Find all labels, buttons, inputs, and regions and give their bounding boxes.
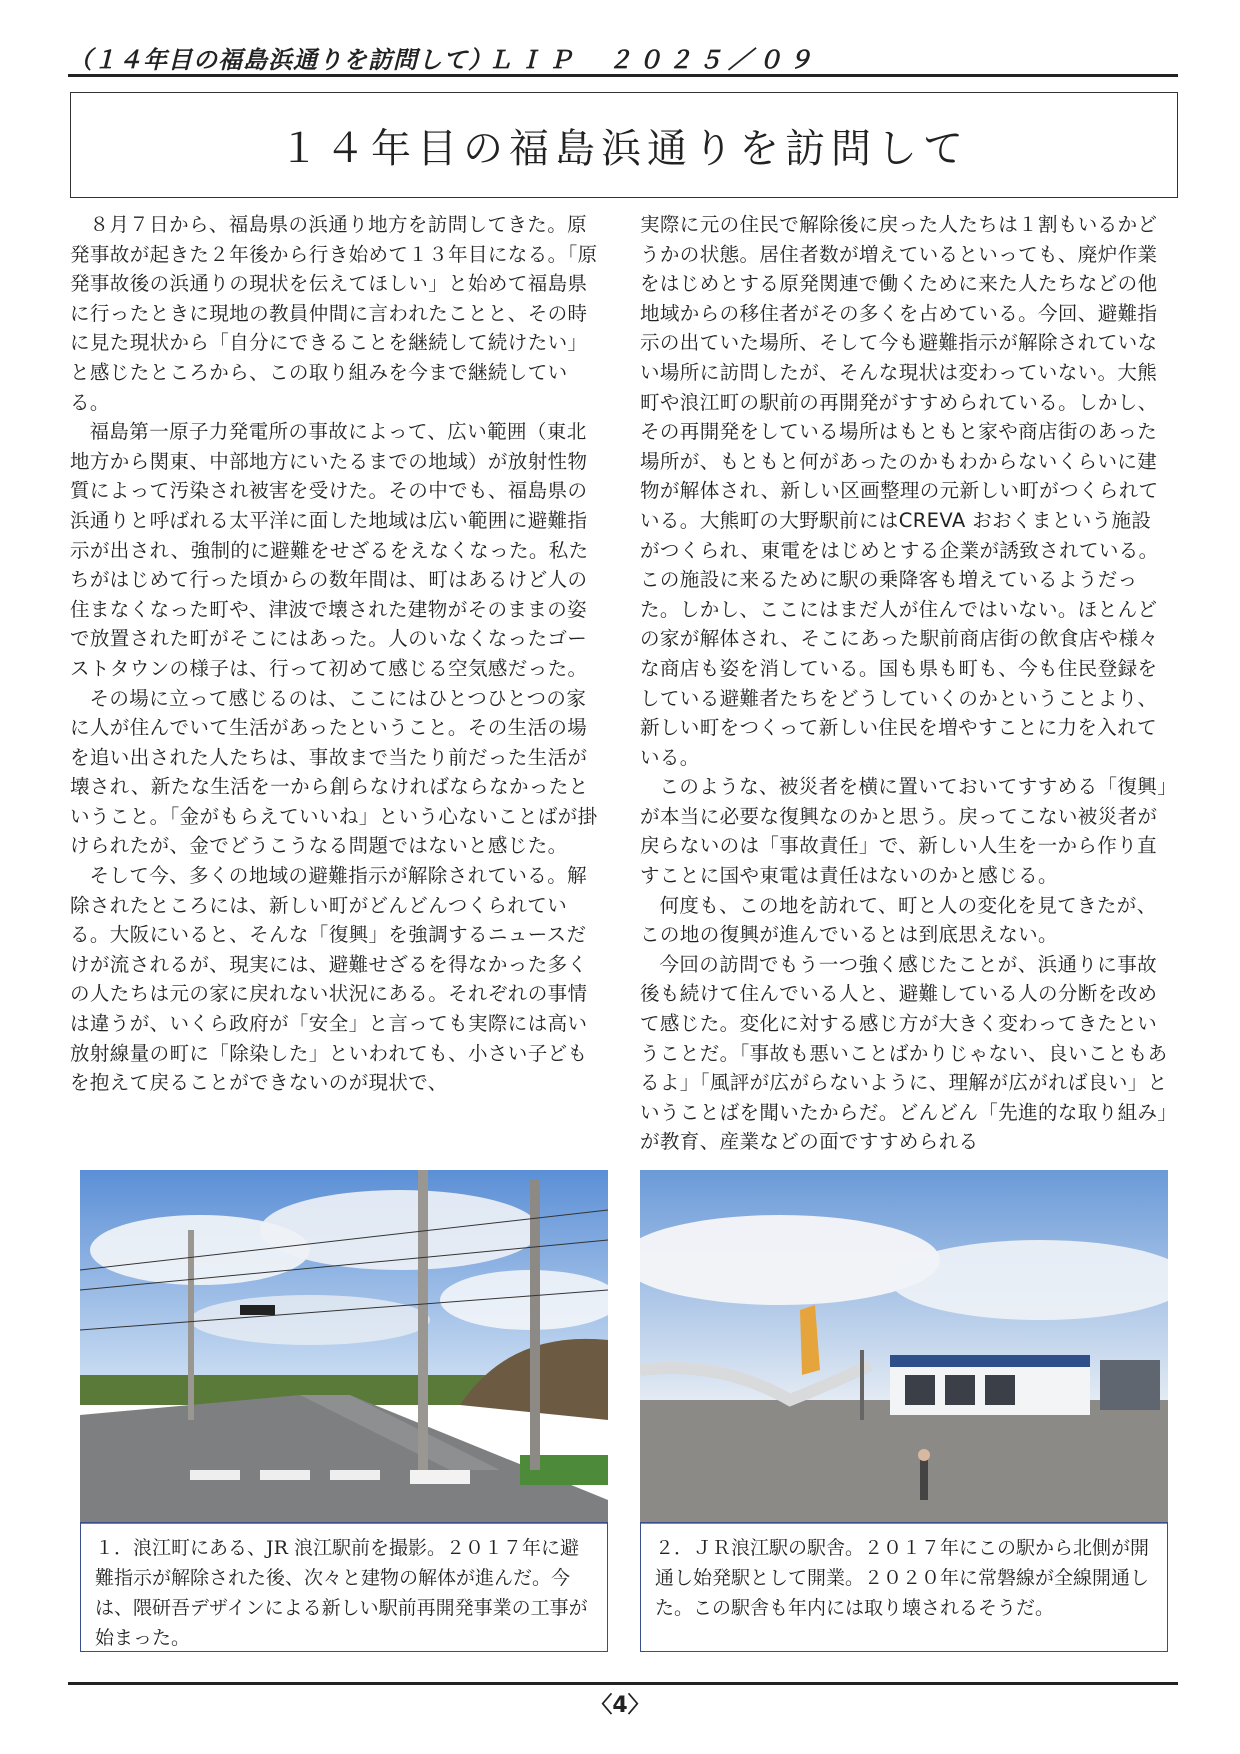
article-title-box — [70, 92, 1178, 198]
paragraph: 何度も、この地を訪れて、町と人の変化を見てきたが、この地の復興が進んでいるとは到底思えない。 — [640, 893, 1157, 947]
photo-namie-station-front — [80, 1170, 608, 1524]
header-rule — [68, 74, 1178, 77]
photo-caption-2: ２．ＪＲ浪江駅の駅舎。２０１７年にこの駅から北側が開通し始発駅として開業。２０２０年に常磐線が全線開通した。この駅舎も年内には取り壊されるそうだ。 — [640, 1522, 1168, 1652]
paragraph: 今回の訪問でもう一つ強く感じたことが、浜通りに事故後も続けて住んでいる人と、避難している人の分断を改めて感じた。変化に対する感じ方が大きく変わってきたということだ。「事故も悪いことばかりじゃない、良いこともあるよ」「風評が広がらないように、理解が広がれば良い」ということばを聞いたからだ。どんどん「先進的な取り組み」が教育、産業などの面ですすめられる — [640, 952, 1168, 1154]
article-title: １４年目の福島浜通りを訪問して — [279, 126, 969, 172]
photo-caption-1: １．浪江町にある、JR 浪江駅前を撮影。２０１７年に避難指示が解除された後、次々と建物の解体が進んだ。今は、隈研吾デザインによる新しい駅前再開発事業の工事が始まった。 — [80, 1522, 608, 1652]
photo-namie-station-building — [640, 1170, 1168, 1524]
header-publication: ＬＩＰ ２０２５／０９ — [488, 46, 818, 74]
header-title: （１４年目の福島浜通りを訪問して） — [68, 46, 493, 74]
page-number: 〈4〉 — [590, 1693, 650, 1718]
paragraph: そして今、多くの地域の避難指示が解除されている。解除されたところには、新しい町がどんどんつくられている。大阪にいると、そんな「復興」を強調するニュースだけが流されるが、現実には、避難せざるを得なかった多くの人たちは元の家に戻れない状況にある。それぞれの事情は違うが、いくら政府が「安全」と言っても実際には高い放射線量の町に「除染した」といわれても、小さい子どもを抱えて戻ることができないのが現状で、 — [70, 864, 588, 1095]
right-column — [640, 210, 1170, 1157]
photo-street-illustration — [80, 1170, 608, 1524]
paragraph: ８月７日から、福島県の浜通り地方を訪問してきた。原発事故が起きた２年後から行き始めて１３年目になる。「原発事故後の浜通りの現状を伝えてほしい」と始めて福島県に行ったときに現地の教員仲間に言われたことと、その時に見た現状から「自分にできることを継続して続けたい」と感じたところから、この取り組みを今まで継続している。 — [70, 213, 598, 414]
paragraph: 福島第一原子力発電所の事故によって、広い範囲（東北地方から関東、中部地方にいたるまでの地域）が放射性物質によって汚染され被害を受けた。その中でも、福島県の浜通りと呼ばれる太平洋に面した地域は広い範囲に避難指示が出され、強制的に避難をせざるをえなくなった。私たちがはじめて行った頃からの数年間は、町はあるけど人の住まなくなった町や、津波で壊された建物がそのままの姿で放置された町がそこにはあった。人のいなくなったゴーストタウンの様子は、行って初めて感じる空気感だった。 — [70, 420, 589, 680]
paragraph: このような、被災者を横に置いておいてすすめる「復興」が本当に必要な復興なのかと思う。戻ってこない被災者が戻らないのは「事故責任」で、新しい人生を一から作り直すことに国や東電は責任はないのかと感じる。 — [640, 775, 1168, 888]
paragraph: 実際に元の住民で解除後に戻った人たちは１割もいるかどうかの状態。居住者数が増えているといっても、廃炉作業をはじめとする原発関連で働くために来た人たちなどの他地域からの移住者がその多くを占めている。今回、避難指示の出ていた場所、そして今も避難指示が解除されていない場所に訪問したが、そんな現状は変わっていない。大熊町や浪江町の駅前の再開発がすすめられている。しかし、その再開発をしている場所はもともと家や商店街のあった場所が、もともと何があったのかもわからないくらいに建物が解体され、新しい区画整理の元新しい町がつくられている。大熊町の大野駅前にはCREVA おおくまという施設がつくられ、東電をはじめとする企業が誘致されている。この施設に来るために駅の乗降客も増えているようだった。しかし、ここにはまだ人が住んではいない。ほとんどの家が解体され、そこにあった駅前商店街の飲食店や様々な商店も姿を消している。国も県も町も、今も住民登録をしている避難者たちをどうしていくのかということより、新しい町をつくって新しい住民を増やすことに力を入れている。 — [640, 213, 1159, 769]
footer-rule — [68, 1682, 1178, 1685]
photo-station-illustration — [640, 1170, 1168, 1524]
paragraph: その場に立って感じるのは、ここにはひとつひとつの家に人が住んでいて生活があったということ。その生活の場を追い出された人たちは、事故まで当たり前だった生活が壊され、新たな生活を一から創らなければならなかったということ。「金がもらえていいね」という心ないことばが掛けられたが、金でどうこうなる問題ではないと感じた。 — [70, 686, 598, 858]
left-column — [70, 210, 600, 1098]
page-header — [68, 40, 1178, 72]
